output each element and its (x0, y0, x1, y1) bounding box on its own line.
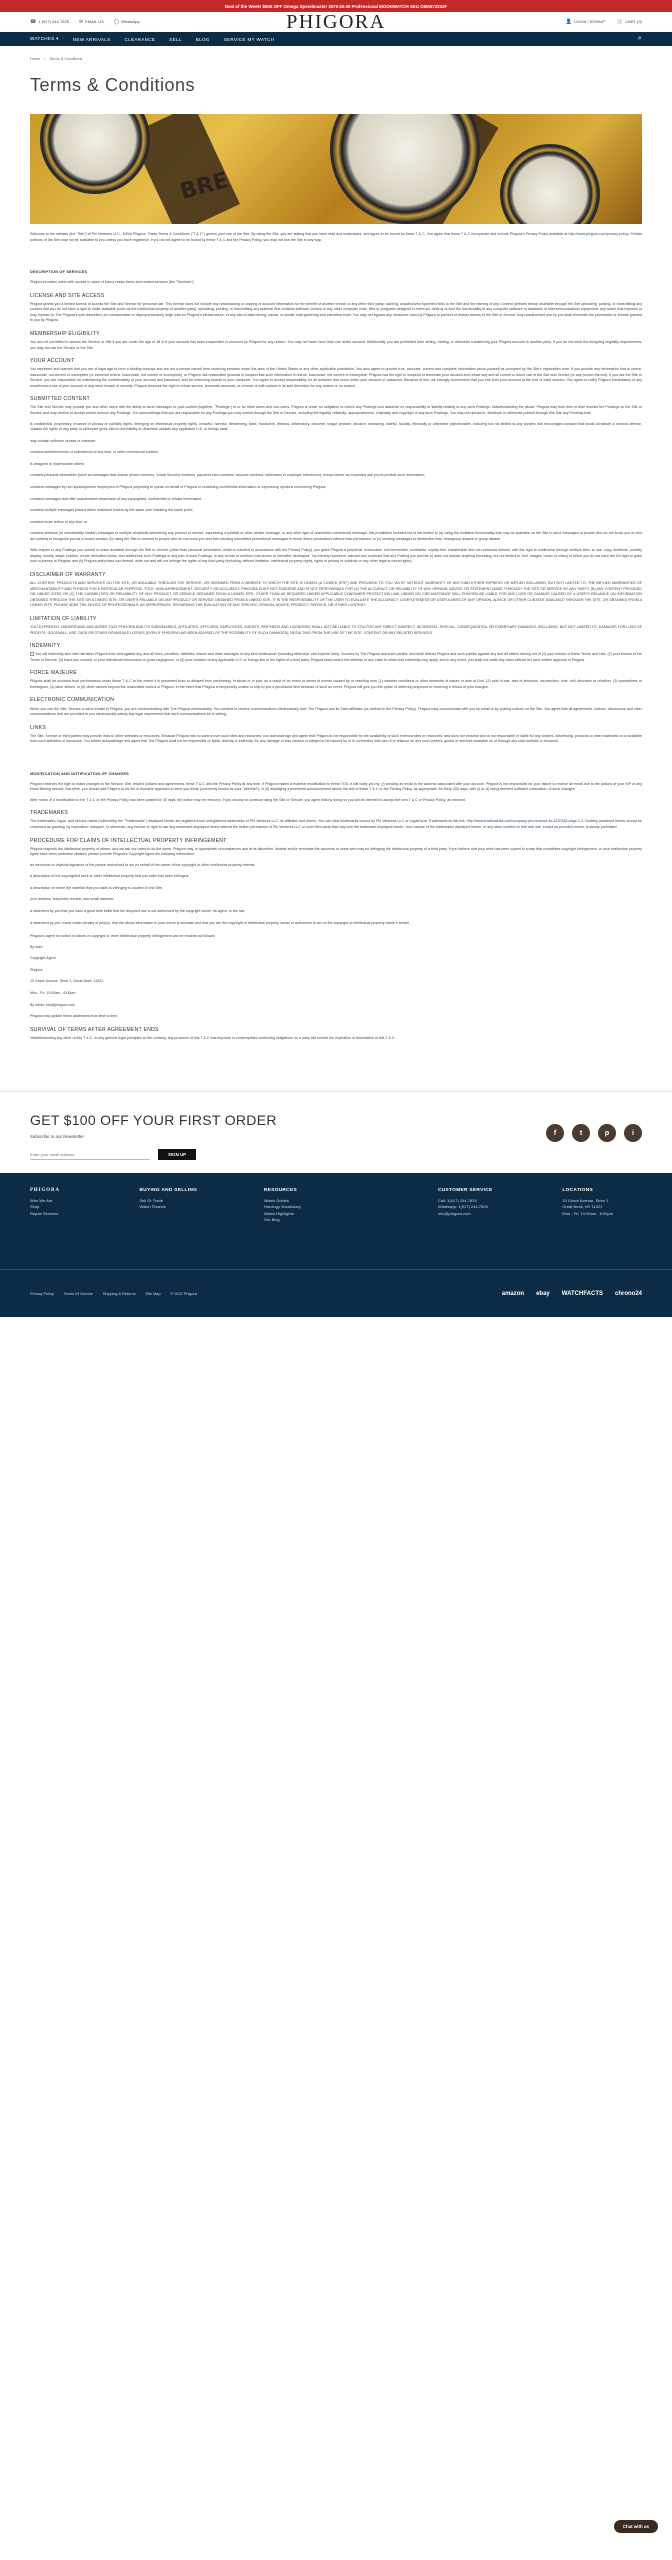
section-paragraph: YOU EXPRESSLY UNDERSTAND AND AGREE THAT PHIGORA AND ITS SUBSIDIARIES, AFFILIATES, OFFICERS, EMPLOYEES, AGENTS, PARTNERS AND LICENSORS SHALL NOT BE LIABLE TO YOU FOR ANY DIRECT, INDIRECT, INCIDENTAL, SPECIAL, CONSEQUENTIAL OR EXEMPLARY DAMAGES, INCLUDING, BUT NOT LIMITED TO, DAMAGES FOR LOSS OF PROFITS, GOODWILL, USE, DATA OR OTHER INTANGIBLE LOSSES (EVEN IF PHIGORA HAS BEEN ADVISED OF THE POSSIBILITY OF SUCH DAMAGES), RESULTING FROM THE USE OF THE SITE, CONTENT OR ANY RELATED SERVICES. (30, 624, 642, 635)
breadcrumb-home[interactable]: Home (30, 57, 41, 61)
terms-link[interactable]: Terms Of Service (63, 1291, 93, 1296)
legal-links (30, 1292, 197, 1296)
footer-text: Great Neck, NY 11021 (562, 1204, 603, 1210)
footer-link[interactable]: info@phigora.com (438, 1210, 471, 1216)
footer-col-locations (562, 1187, 642, 1269)
chat-button[interactable]: Chat with us (614, 2520, 658, 2533)
section-paragraph: Phigora reserves the right to make changes to the Service, Site, related policies and agreements, these T & C and the Privacy Policy at any time. If Phigora makes a material modification to these TOS, it will notify you by: (i) sending an email to the address associated with your account. Phigora is not responsible for your failure to receive an email due to the actions of your ISP or any email filtering service; therefore, you should add Phigora to the list of domains approved to send you email (commonly known as your "whitelist"); or (ii) displaying a prominent announcement above the text of these T & C or the Privacy Policy, as appropriate, for thirty (30) days, with (i) or (ii) being deemed sufficient notification, of such changes. (30, 781, 642, 792)
footer-link[interactable]: Horology Vocabulary (263, 1204, 301, 1210)
social-links (546, 1124, 642, 1173)
search-icon[interactable]: ⌕ (637, 35, 642, 42)
list-item: may contain software viruses or malware; (30, 438, 97, 443)
phone-link[interactable]: ☎ 1 (917) 244-7825 (30, 19, 69, 25)
section-heading: INDEMNITY (30, 643, 61, 650)
nav-sell[interactable]: SELL (169, 36, 182, 42)
section-heading: TRADEMARKS (30, 810, 69, 817)
section-heading: SURVIVAL OF TERMS AFTER AGREEMENT ENDS (30, 1026, 159, 1033)
section-heading: DISCLAIMER OF WARRANTY (30, 572, 106, 578)
list-item: is confidential, proprietary, invasive of privacy or publicity rights, infringing on intellectual property rights, unlawful, harmful, threatening, false, fraudulent, libelous, defamatory, obscene, vulgar, profane, abusive, harassing, hateful, racially, ethnically or otherwise objectionable, including but not limited to any content that encourages conduct that would constitute a criminal offense, violates the rights of any party or otherwise gives rise to civil liability or otherwise violates any applicable U.S. or foreign laws; (30, 421, 642, 432)
twitter-icon[interactable]: t (572, 1124, 590, 1142)
login-link[interactable]: 👤 LOGIN / SIGNUP (565, 19, 606, 25)
cart-icon: 🛒 (617, 19, 624, 25)
chevron-down-icon: ▾ (56, 36, 59, 41)
nav-new-arrivals[interactable]: NEW ARRIVALS (72, 36, 111, 42)
list-item: contains advertisements or solicitations of any kind, or other commercial content; (30, 450, 159, 455)
footer-col-buying (139, 1187, 263, 1269)
whatsapp-link[interactable]: ◯ WhatsApp (113, 19, 140, 25)
footer-heading: BUYING AND SELLING (139, 1188, 198, 1194)
section-heading: ELECTRONIC COMMUNICATION (30, 697, 115, 704)
section-heading: LIMITATION OF LIABILITY (30, 615, 97, 622)
section-paragraph: ALL CONTENT, PRODUCTS AND SERVICES ON THE SITE, OR AVAILABLE THROUGH THE SERVICE, OR OBTAINED FROM A WEBSITE TO WHICH THE SITE IS LINKED (A "LINKED SITE") ARE PROVIDED TO YOU "AS IS" WITHOUT WARRANTY OF ANY KIND EITHER EXPRESS OR IMPLIED INCLUDING, BUT NOT LIMITED TO, THE IMPLIED WARRANTIES OF MERCHANTABILITY AND FITNESS FOR A PARTICULAR PURPOSE, TITLE, NON-INFRINGEMENT, SECURITY OR ACCURACY. PHIGORA DOES NOT ENDORSE AND IS NOT RESPONSIBLE FOR (A) THE ACCURACY OR RELIABILITY OF ANY OPINION, ADVICE OR STATEMENT MADE THROUGH THE SITE OR SERVICE BY ANY PARTY, (B) ANY CONTENT PROVIDED ON LINKED SITES OR (C) THE CAPABILITIES OR RELIABILITY OF ANY PRODUCT OR SERVICE OBTAINED FROM A LINKED SITE. OTHER THAN AS REQUIRED UNDER APPLICABLE CONSUMER PROTECTION LAW, UNDER NO CIRCUMSTANCE WILL PHIGORA BE LIABLE FOR ANY LOSS OR DAMAGE CAUSED BY A USER'S RELIANCE ON INFORMATION OBTAINED THROUGH THE SITE OR A LINKED SITE, OR USER'S RELIANCE ON ANY PRODUCT OR SERVICE OBTAINED FROM A LINKED SITE. IT IS THE RESPONSIBILITY OF THE USER TO EVALUATE THE ACCURACY, COMPLETENESS OR USEFULNESS OF ANY OPINION, ADVICE OR OTHER CONTENT AVAILABLE THROUGH THE SITE, OR OBTAINED FROM A LINKED SITE. PLEASE SEEK THE ADVICE OF PROFESSIONALS, AS APPROPRIATE, REGARDING THE EVALUATION OF ANY SPECIFIC OPINION, ADVICE, PRODUCT, SERVICE, OR OTHER CONTENT. (30, 581, 642, 608)
footer-col-brand (30, 1187, 139, 1269)
footer-link[interactable]: Shop (30, 1204, 40, 1210)
list-item: an electronic or physical signature of the person authorized to act on behalf of the owner of the copyright or other intellectual property interest; (30, 862, 256, 867)
footer-text: 10 Grace Avenue, Store 1 (562, 1197, 609, 1203)
privacy-link[interactable]: Privacy Policy (30, 1291, 54, 1296)
section-heading: YOUR ACCOUNT (30, 358, 75, 365)
pinterest-icon[interactable]: p (598, 1124, 616, 1142)
section-paragraph: With respect to any Postings you submit or make available through the Site or Service (other than personal information, which is handled in accordance with the Privacy Policy), you grant Phigora a perpetual, irrevocable, non-terminable, worldwide, royalty-free, transferable and non-exclusive license, with the right to sublicense through multiple tiers, to use, copy, distribute, publicly display, modify, adapt, publish, create derivative works, and sublicense such Postings or any part of such Postings, in any format or medium now known or hereafter developed. You hereby represent, warrant and covenant that any Posting you provide (i) does not include anything (including, but not limited to, text, images, music or video) to which you do not have the full right to grant such a license to Phigora; and (ii) Phigora authorized use thereof, does not and will not infringe the rights of any third party (including, without limitation, intellectual property rights, rights of privacy or publicity or any other legal or moral rights). (30, 548, 642, 564)
copyright-text: © 2022 Phigora (170, 1291, 197, 1296)
page-title: Terms & Conditions (30, 75, 196, 95)
partner-logos (502, 1291, 642, 1297)
privacy-policy-link[interactable]: http://www.phigora.com/privacy-policy (568, 232, 629, 236)
section-heading: MODIFICATION AND NOTIFICATION OF CHANGES (30, 771, 129, 776)
agent-line: Mon - Fri, 10:00am - 6:00pm (30, 990, 76, 995)
list-item: a statement by you, made under penalty of perjury, that the above information in your notice is accurate and that you are the copyright or intellectual property owner or authorized to act on the copyright or intellectual property owner's behalf. (30, 920, 410, 925)
section-paragraph: Phigora shall be excused from performance under these T & C to the extent it is prevented from or delayed from performing, in whole or in part, as a result of an event or series of events caused by or resulting from (1) weather conditions or other elements of nature or acts of God, (2) acts of war, acts of terrorism, insurrection, riots, civil disorders or rebellion, (3) quarantines or embargoes, (4) labor strikes, or (5) other causes beyond the reasonable control of Phigora. In the event that Phigora is temporarily unable to ship to you a purchased item because of such an event, Phigora will give you the option of deferring shipment or receiving a refund of your charges. (30, 679, 642, 689)
footer-heading: RESOURCES (263, 1188, 297, 1194)
section-spacer (30, 750, 642, 760)
section-heading: PROCEDURE FOR CLAIMS OF INTELLECTUAL PROPERTY INFRINGEMENT (30, 837, 227, 844)
list-item: a statement by you that you have a good faith belief that the disputed use is not authorized by the copyright owner, its agent, or the law; (30, 909, 246, 913)
footer-link[interactable]: Call: 1(917) 244-7825 (438, 1197, 477, 1203)
footer-link[interactable]: Watch Finance (139, 1204, 166, 1210)
footer-link[interactable]: Who We Are (30, 1197, 53, 1203)
agent-line: Phigora may update these addresses from time to time. (30, 1014, 119, 1019)
section-paragraph: Phigora grants you a limited license to access the Site and Service for personal use. This license does not include any downloading or copying of account information for the benefit of another vendor or any other third party; caching, unauthorized hypertext links to the Site and the framing of any Content (defined below) available through the Site uploading, posting, or transmitting any content that you do not have a right to make available (such as the intellectual property of another party); uploading, posting, or transmitting any material that contains software viruses or any other computer code, files or programs designed to interrupt, destroy or limit the functionality of any computer software or hardware or telecommunications equipment; any action that imposes or may impose (in The Phigora's sole discretion) an unreasonable or disproportionately large load on Phigora's infrastructure; or any use of data mining, robots, or similar data gathering and extraction tools. You may not bypass any measures used by Phigora to prevent or restrict access to the Site or Service. Any unauthorized use by you shall terminate the permission or license granted to you by Phigora. (30, 301, 642, 323)
nav-watches[interactable]: WATCHES ▾ (30, 36, 59, 41)
text-divider (30, 248, 642, 258)
shipping-link[interactable]: Shipping & Returns (102, 1291, 136, 1296)
newsletter-title: GET $100 OFF YOUR FIRST ORDER (30, 1112, 277, 1129)
section-paragraph: When you use the Site, Service or send emails to Phigora, you are communicating with The Phigora electronically. You consent to receive communications electronically from The Phigora and its Sites affiliates (as defined in the Privacy Policy). Phigora may communicate with you by email or by posting notices on the Site. You agree that all agreements, notices, disclosures and other communications that are provided to you electronically satisfy any legal requirement that such communications be in writing. (30, 706, 642, 717)
list-item: contains messages by non-spokesperson employees of Phigora purporting to speak on behalf of Phigora or containing confidential information or expressing opinions concerning Phigora; (30, 484, 327, 489)
amazon-logo[interactable]: amazon (501, 1290, 525, 1297)
newsletter-email-input[interactable] (30, 1150, 150, 1160)
footer-link[interactable]: Whatsapp: 1(917) 244-7825 (438, 1204, 488, 1210)
facebook-icon[interactable]: f (546, 1124, 564, 1142)
instagram-icon[interactable]: i (624, 1124, 642, 1142)
promo-text: Deal of the Week! $500 OFF Omega Speedmaster 3570.50.00 Professional MOONWATCH SKU OM0572202F (224, 3, 448, 9)
list-item: your address, telephone number, and email address; (30, 897, 114, 902)
section-heading: LINKS (30, 724, 46, 731)
list-item: a description of the copyrighted work or other intellectual property that you claim has been infringed; (30, 874, 189, 879)
section-paragraph: After notice of a modification to the T & C or the Privacy Policy has been posted for 30 days, the notice may be removed. If you choose to continue using the Site or Service, you agree that by doing so you will be deemed to accept the new T & C or Privacy Policy, as relevant. (30, 797, 466, 802)
sitemap-link[interactable]: Site Map (145, 1291, 161, 1296)
section-heading: FORCE MAJEURE (30, 670, 77, 677)
footer-col-resources (264, 1187, 438, 1269)
hero-image (30, 114, 642, 224)
sign-up-button[interactable]: SIGN UP (158, 1149, 196, 1160)
nav-clearance[interactable]: CLEARANCE (124, 36, 156, 42)
hero-brand-text: BRE (177, 168, 232, 205)
breadcrumb-separator: › (44, 57, 46, 61)
section-paragraph: Phigora provides users with access to sales of luxury resale items and related services (the "Services"). (30, 280, 195, 284)
agent-email[interactable]: By email: info@phigora.com (30, 1002, 75, 1007)
user-icon: 👤 (565, 19, 572, 25)
intro-paragraph: Welcome to the website (the "Site") of Phi Ventures LLC., D/B/A Phigora. These Terms & Conditions ("T & C") govern your use of the Site. By using the Site, you are stating that you have read and understand, and agree to be bound by these T & C. You agree that these T & C incorporate and include Phigora's Privacy Policy available at http://www.phigora.com/privacy-policy. Certain portions of the Site may not be available to you unless you have registered. If you do not agree to be bound by these T & C and the Privacy Policy, you may not use the Site in any way. (30, 232, 642, 242)
terms-content (0, 224, 672, 1041)
footer-link[interactable]: Watch Highlights (263, 1210, 294, 1216)
list-item: contains multiple messages placed within individual folders by the same user restating the same point; (30, 508, 193, 513)
section-paragraph: The Site, Service or third parties may provide links to other websites or resources. Because Phigora has no control over such sites and resources, you acknowledge and agree that Phigora is not responsible for the availability of such external sites or resources, and does not endorse and is not responsible or liable for any content, advertising, products or other materials on or available from such websites or resources. You further acknowledge and agree that The Phigora shall not be responsible or liable, directly or indirectly, for any damage or loss caused or alleged to be caused by or in connection with use of or reliance on any such content, goods or services available on or through any such website or resource. (30, 733, 642, 744)
list-item: contains messages that offer unauthorized downloads of any copyrighted, confidential or private information; (30, 496, 203, 501)
email-link[interactable]: ✉ EMAIL US (78, 19, 104, 25)
newsletter-subtitle: Subscribe to our Newsletter (30, 1134, 84, 1140)
list-item: contains identical (or substantially similar) messages to multiple recipients advertising any product or service, expressing a political or other similar message, or any other type of unsolicited commercial message; this prohibition includes but is not limited to (a) using the invitation functionality that may be available on the Site to send messages to people who do not know you or who are unlikely to recognize you as a known contact; (b) using the Site to connect to people who do not know you and then sending unsolicited promotional messages to those direct connections without their permission; or (c) sending messages to distribution lists, newsgroup aliases or group aliases. (30, 531, 642, 541)
section-paragraph: The trademarks, logos, and service marks (collectively the "Trademarks") displayed herein are registered and unregistered trademarks of Phi Ventures LLC, its affiliates and others. You can view trademarks owned by Phi Ventures LLC or LegalForce Trademarks at this link: http://www.trademarkia.com/company-phi-ventures-llc-4220185-page-1-2. Nothing contained herein should be construed as granting, by implication, estoppel, or otherwise, any license or right to use any trademark displayed herein without the written permission of Phi Ventures LLC or such third party that may own the trademark displayed herein. Your misuse of the trademarks displayed herein, or any other content on this web site, except as provided herein, is strictly prohibited. (30, 819, 643, 829)
hero-watch (330, 114, 480, 224)
section-heading: MEMBERSHIP ELIGIBILITY (30, 330, 100, 337)
cart-link[interactable]: 🛒 CART (0) (617, 19, 642, 25)
agent-line: By mail: (30, 944, 43, 949)
footer-link[interactable]: Repair Services (30, 1210, 59, 1216)
hero-watch (40, 114, 150, 194)
list-item: contains chain letters of any kind; or (30, 519, 88, 524)
whatsapp-icon: ◯ (113, 19, 120, 25)
section-paragraph: Phigora's agent for notice of claims of copyright or other intellectual property infringement can be reached as follows: (30, 934, 216, 939)
chrono24-logo[interactable]: chrono24 (614, 1290, 642, 1297)
watchfacts-logo[interactable]: WATCHFACTS (561, 1290, 603, 1297)
list-item: contains personal information (such as messages that include phone numbers, Social Security numbers, payment card numbers, account numbers, addresses or employer references), except where we expressly ask you to provide such information; (30, 473, 425, 478)
section-paragraph: You will indemnify and hold harmless Phigora from and against any and all fines, penalties, liabilities, losses and other damages of any kind whatsoever (including attorneys' and experts' fees), incurred by The Phigora and such parties, and shall defend Phigora and such parties against any and all claims arising out of (1) your breach of these Terms and Use; (2) your breach of the Terms of Service; (4) fraud you commit, or your intentional misconduct or gross negligence; or (5) your violation of any applicable U.S. or foreign law or the rights of a third party. Phigora shall control the defense of any claim to which this indemnity may apply, and in any event, you shall not settle any claim without the prior written approval of Phigora. (30, 652, 642, 662)
site-footer (0, 1173, 672, 1269)
footer-link[interactable]: Sell Or Trade (139, 1197, 164, 1203)
breadcrumb-current: Terms & Conditions (49, 57, 83, 61)
site-logo: PHIGORA (286, 10, 386, 33)
footer-link[interactable]: Watch Guides (263, 1197, 289, 1203)
footer-heading: CUSTOMER SERVICE (438, 1188, 493, 1194)
main-nav (0, 32, 672, 46)
section-heading: LICENSE AND SITE ACCESS (30, 292, 105, 299)
footer-heading: LOCATIONS (562, 1188, 593, 1194)
newsletter-form (30, 1149, 277, 1160)
agent-line: Copyright Agent (30, 956, 56, 961)
section-paragraph: The Site and Service may provide you and other users with the ability to send messages or post content (together, "Postings") to or for other users and non-users. Phigora is under no obligation to review any Postings and assumes no responsibility or liability relating to any such Postings. Notwithstanding the above, Phigora may from time to time monitor the Postings on the Site or Service and may decline to accept and/or remove any Postings. You acknowledge that you are responsible for any Postings you may submit through the Site or Service, including the legality, reliability, appropriateness, originality and copyright of any such Postings. You may not upload to, distribute or otherwise publish through this Site any Postings that: (30, 405, 642, 415)
phone-icon: ☎ (30, 19, 37, 25)
list-item: is designed to impersonate others; (30, 461, 85, 466)
sub-footer (0, 1269, 672, 1317)
breadcrumb (0, 46, 672, 61)
nav-blog[interactable]: BLOG (195, 36, 210, 42)
hero-watch (500, 144, 600, 224)
footer-text: Mon - Fri, 10:00am - 6:00pm (562, 1210, 614, 1216)
section-paragraph: Notwithstanding any other of this T & C, or any general legal principles to the contrary, any provision of this T & C that imposes or contemplates continuing obligations on a party will survive the expiration or termination of this T & C. (30, 1035, 396, 1040)
agent-line: Phigora (30, 967, 43, 972)
newsletter-section (0, 1091, 672, 1173)
section-heading: SUBMITTED CONTENT (30, 396, 90, 403)
footer-col-service (438, 1187, 562, 1269)
mail-icon: ✉ (78, 19, 84, 25)
section-paragraph: Phigora respects the intellectual property of others, and we ask our users to do the same. Phigora may, in appropriate circumstances and at its discretion, disable and/or terminate the accounts of users who may be infringing the intellectual property of a third party. If you believe that your work has been copied in a way that constitutes copyright infringement, or your intellectual property rights have been otherwise violated, please provide Phigora's Copyright Agent the following information: (30, 846, 642, 857)
ebay-logo[interactable]: ebay (536, 1290, 550, 1297)
agent-line: 10 Grace Avenue, Store 1, Great Neck, 11021 (30, 979, 104, 984)
section-paragraph: You are not permitted to access the Service or Site if you are under the age of 18 or if your account has been suspended or removed by Phigora for any reason. You may not have more than one active account. Additionally, you are prohibited from selling, trading, or otherwise transferring your Phigora account to another party. If you do not meet the foregoing eligibility requirements, you may not use the Service or the Site. (30, 339, 642, 350)
footer-link[interactable]: Our Blog (263, 1217, 280, 1223)
promo-banner[interactable] (0, 0, 672, 12)
broken-image-icon (30, 652, 34, 656)
section-heading: DESCRIPTION OF SERVICES (30, 270, 88, 275)
top-bar (0, 12, 672, 32)
list-item: a description of where the material that you claim is infringing is located on the Site; (30, 885, 163, 890)
section-paragraph: You represent and warrant that you are of legal age to form a binding contract and are not a person barred from receiving services under the laws of the United States or any other applicable jurisdiction. You also agree to provide true, accurate, current and complete information about yourself as prompted by the Site's registration form. If you provide any information that is untrue, inaccurate, not current or incomplete (or becomes untrue, inaccurate, not current or incomplete), or Phigora has reasonable grounds to suspect that such information is untrue, inaccurate, not current or incomplete, Phigora has the right to suspend or terminate your account and refuse any and all current or future use of the Site and Service (or any portion thereof). If you use the Site or Service, you are responsible for maintaining the confidentiality of your account and password, and for restricting access to your computer. You agree to accept responsibility for all activities that occur under your account or password. Because of this, we strongly recommend that you exit from your account at the end of each session. You agree to notify Phigora immediately of any unauthorized use of your account or any other breach of security. Phigora reserves the right to refuse service, terminate accounts, or remove or edit content in its sole discretion for any reason or no reason. (30, 367, 642, 388)
trademark-link[interactable]: http://www.trademarkia.com/company-phi-ventures-llc-4220185-page-1-2 (466, 819, 584, 824)
footer-heading: PHIGORA (30, 1188, 60, 1194)
nav-service[interactable]: SERVICE MY WATCH (223, 36, 275, 42)
